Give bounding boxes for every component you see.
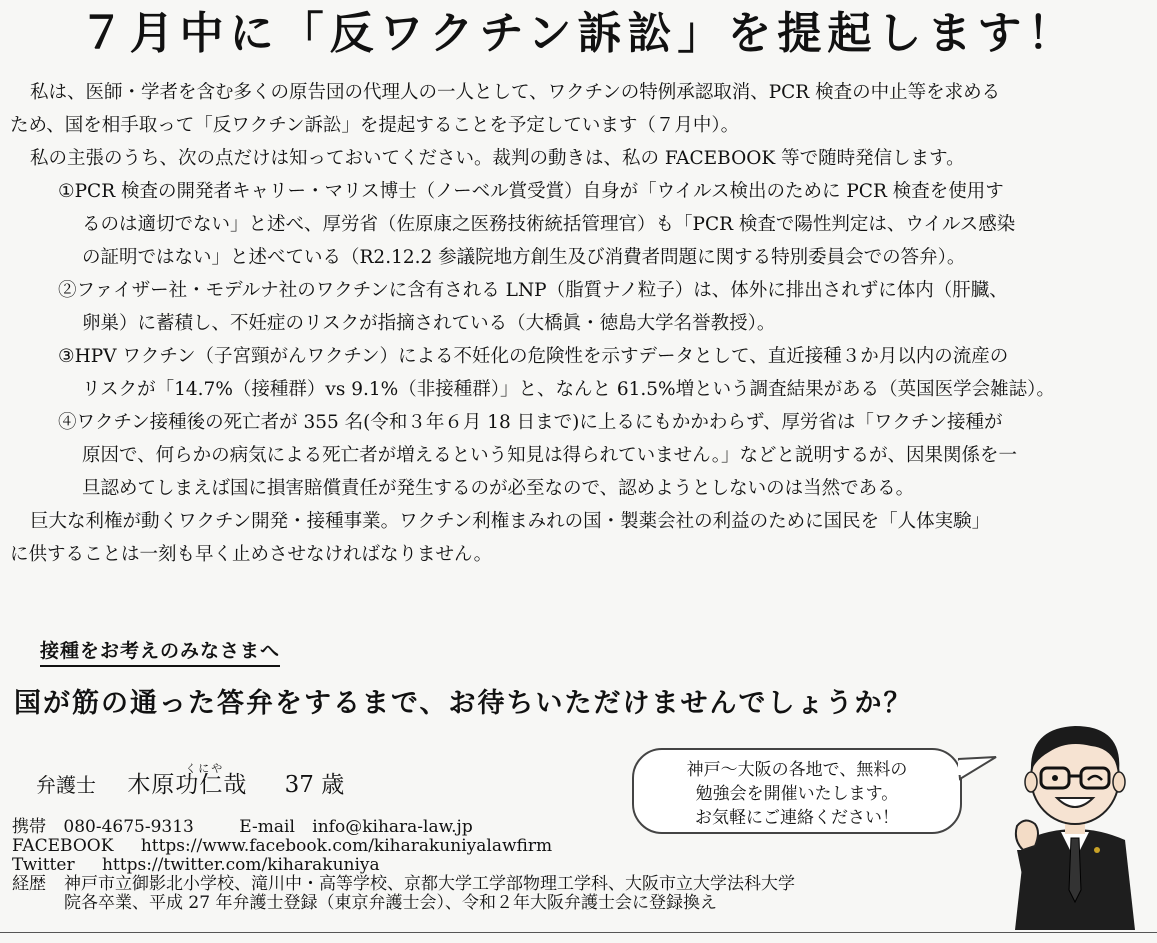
profile-name-ruby: くにや [185,762,225,775]
career-label: 経歴 [12,874,46,894]
point-2-line-2: 卵巣）に蓄積し、不妊症のリスクが指摘されている（大橋眞・徳島大学名誉教授）。 [82,313,776,334]
point-1-line-2: るのは適切でない」と述べ、厚労省（佐原康之医務技術統括管理官）も「PCR 検査で陽性判定は、ウイルス感染 [82,214,1016,235]
closing-line-2: に供することは一刻も早く止めさせなければなりません。 [10,544,493,565]
email-label: E-mail [239,817,295,837]
profile-name-wrap [127,762,248,800]
twitter-label: Twitter [12,855,75,875]
bottom-rule [0,932,1157,933]
point-3-line-1: ③HPV ワクチン（子宮頸がんワクチン）による不妊化の危険性を示すデータとして、直近接種３か月以内の流産の [58,346,1009,367]
point-4-line-1: ④ワクチン接種後の死亡者が 355 名(令和３年６月 18 日まで)に上るにもかかわらず、厚労省は「ワクチン接種が [58,412,1003,433]
career-body [64,875,795,913]
contact-twitter-row [12,856,795,875]
mobile-label: 携帯 [12,817,46,837]
bubble-line-3: お気軽にご連絡ください！ [695,808,899,828]
claims-line: 私の主張のうち、次の点だけは知っておいてください。裁判の動きは、私の FACEBOOK 等で随時発信します。 [30,148,965,169]
contact-career-row [12,875,795,913]
point-4-line-3: 旦認めてしまえば国に損害賠償責任が発生するのが必至なので、認めようとしないのは当然である。 [82,478,915,499]
twitter-url[interactable]: https://twitter.com/kiharakuniya [101,855,380,875]
speech-bubble-tail [958,755,998,785]
speech-bubble [632,748,962,834]
facebook-url[interactable]: https://www.facebook.com/kiharakuniyalawfirm [140,836,553,856]
lawyer-cartoon-icon [995,690,1155,930]
point-3-line-2: リスクが「14.7%（接種群）vs 9.1%（非接種群）」と、なんと 61.5%増という調査結果がある（英国医学会雑誌）。 [82,379,1055,400]
email-address[interactable]: info@kihara-law.jp [312,817,473,837]
mobile-number[interactable]: 080-4675-9313 [63,817,194,837]
intro-line-1: 私は、医師・学者を含む多くの原告団の代理人の一人として、ワクチンの特例承認取消、PCR 検査の中止等を求める [30,82,1001,103]
bubble-line-1: 神戸～大阪の各地で、無料の [686,760,908,780]
contact-facebook-row [12,837,795,856]
career-line-2: 院各卒業、平成 27 年弁護士登録（東京弁護士会）、令和２年大阪弁護士会に登録換え [64,893,717,913]
profile-age: 37 歳 [284,772,345,798]
page-title: ７月中に「反ワクチン訴訟」を提起します！ [79,8,1078,59]
facebook-label: FACEBOOK [12,836,114,856]
intro-line-2: ため、国を相手取って「反ワクチン訴訟」を提起することを予定しています（７月中）。 [10,115,740,136]
point-4-line-2: 原因で、何らかの病気による死亡者が増えるという知見は得られていません。」などと説明するが、因果関係を一 [82,445,1017,466]
point-1-line-3: の証明ではない」と述べている（R2.12.2 参議院地方創生及び消費者問題に関する特別委員会での答弁）。 [82,247,966,268]
point-1-line-1: ①PCR 検査の開発者キャリー・マリス博士（ノーベル賞受賞）自身が「ウイルス検出のために PCR 検査を使用す [58,181,1004,202]
point-2-line-1: ②ファイザー社・モデルナ社のワクチンに含有される LNP（脂質ナノ粒子）は、体外に排出されずに体内（肝臓、 [58,280,1008,301]
profile-row [36,762,345,800]
lead-question: 国が筋の通った答弁をするまで、お待ちいただけませんでしょうか？ [14,688,913,719]
sub-heading: 接種をお考えのみなさまへ [40,636,280,667]
closing-line-1: 巨大な利権が動くワクチン開発・接種事業。ワクチン利権まみれの国・製薬会社の利益のために国民を「人体実験」 [30,511,991,532]
profile-name: 木原功仁哉 [127,772,248,798]
profile-title: 弁護士 [36,773,96,797]
body-text [10,76,1150,571]
bubble-line-2: 勉強会を開催いたします。 [695,784,899,804]
career-line-1: 神戸市立御影北小学校、滝川中・高等学校、京都大学工学部物理工学科、大阪市立大学法科大学 [64,874,795,894]
